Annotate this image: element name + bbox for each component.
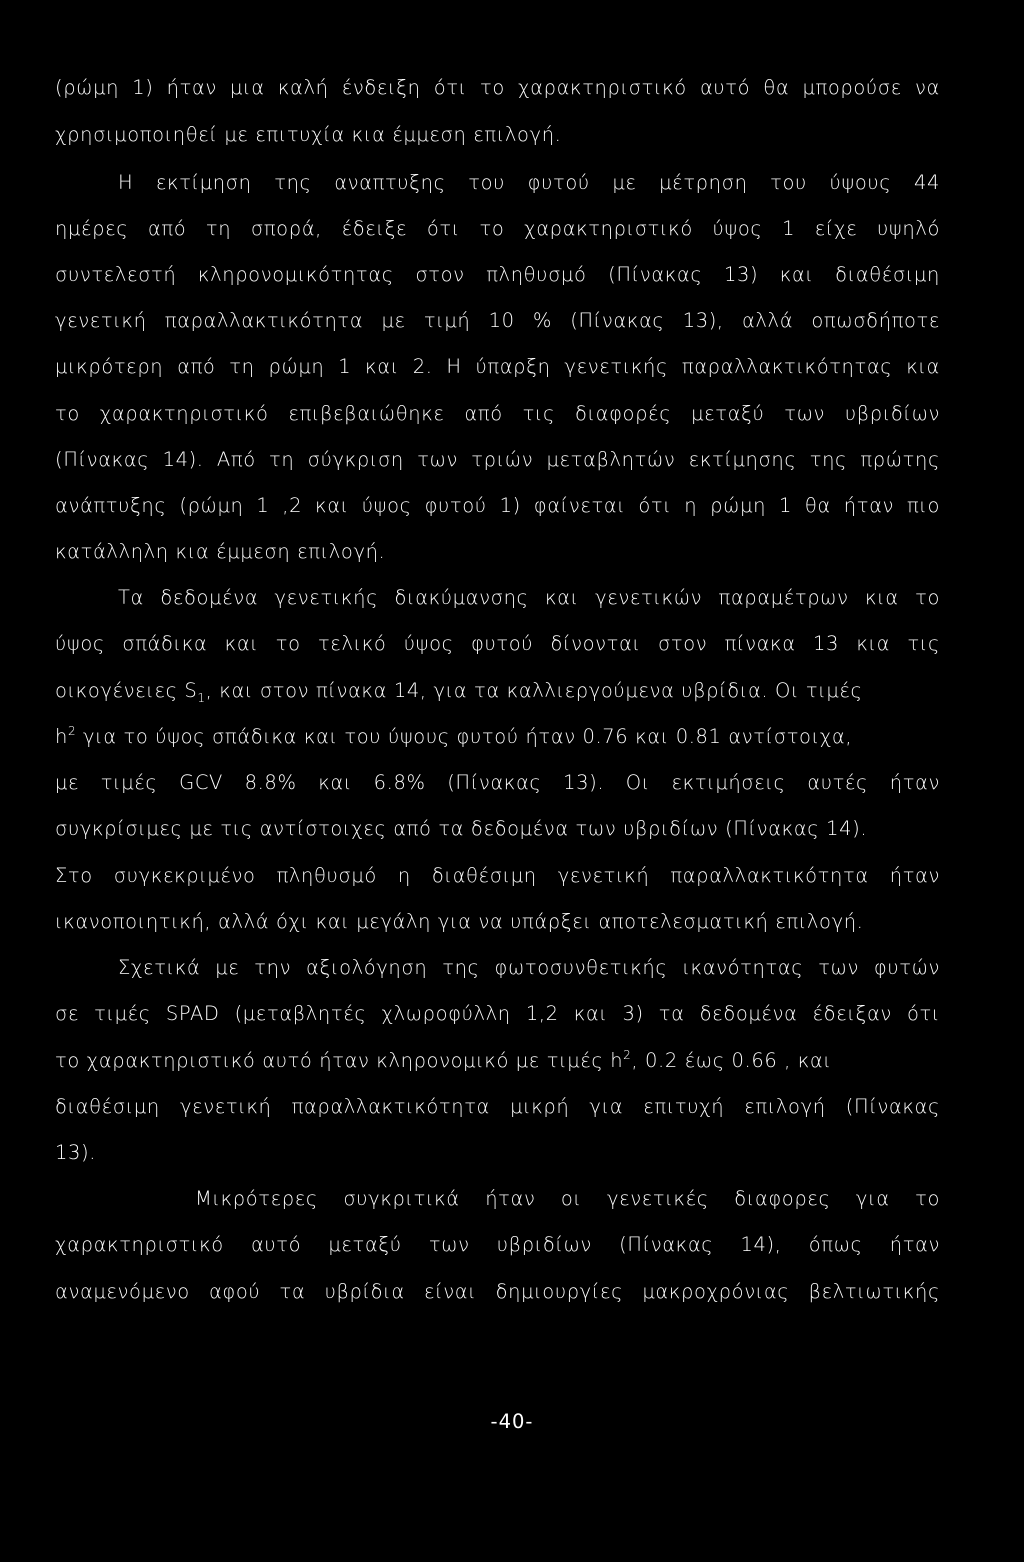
- text-line: Στο συγκεκριμένο πληθυσμό η διαθέσιμη γενετική παραλλακτικότητα ήταν: [55, 864, 940, 887]
- text-line: [55, 678, 940, 704]
- text-line: σε τιμές SPAD (μεταβλητές χλωροφύλλη 1,2 και 3) τα δεδομένα έδειξαν ότι: [55, 1002, 940, 1025]
- text-line: συγκρίσιμες με τις αντίστοιχες από τα δεδομένα των υβριδίων (Πίνακας 14).: [55, 817, 868, 840]
- text-line: [55, 724, 940, 750]
- text-line: (ρώμη 1) ήταν μια καλή ένδειξη ότι το χαρακτηριστικό αυτό θα μπορούσε να: [55, 76, 940, 99]
- text-line: [55, 1048, 940, 1074]
- text-line: Τα δεδομένα γενετικής διακύμανσης και γενετικών παραμέτρων κια το: [118, 586, 940, 609]
- text-line: 13).: [55, 1141, 97, 1164]
- text-line: με τιμές GCV 8.8% και 6.8% (Πίνακας 13). Οι εκτιμήσεις αυτές ήταν: [55, 771, 940, 794]
- text-line: χρησιμοποιηθεί με επιτυχία κια έμμεση επιλογή.: [55, 123, 562, 146]
- text-line: ημέρες από τη σπορά, έδειξε ότι το χαρακτηριστικό ύψος 1 είχε υψηλό: [55, 217, 940, 240]
- superscript: 2: [67, 724, 77, 738]
- text-line: συντελεστή κληρονομικότητας στον πληθυσμό (Πίνακας 13) και διαθέσιμη: [55, 263, 940, 286]
- superscript: 2: [623, 1048, 632, 1062]
- text-line: γενετική παραλλακτικότητα με τιμή 10 % (Πίνακας 13), αλλά οπωσδήποτε: [55, 309, 940, 332]
- text-line: το χαρακτηριστικό επιβεβαιώθηκε από τις διαφορές μεταξύ των υβριδίων: [55, 402, 940, 425]
- text-fragment: , 0.2 έως 0.66 , και: [631, 1049, 832, 1072]
- text-line: Σχετικά με την αξιολόγηση της φωτοσυνθετικής ικανότητας των φυτών: [118, 956, 940, 979]
- subscript: 1: [197, 691, 206, 705]
- text-fragment: οικογένειες S: [55, 679, 198, 702]
- text-fragment: το χαρακτηριστικό αυτό ήταν κληρονομικό με τιμές h: [55, 1049, 624, 1072]
- text-line: ανάπτυξης (ρώμη 1 ,2 και ύψος φυτού 1) φαίνεται ότι η ρώμη 1 θα ήταν πιο: [55, 494, 940, 517]
- text-line: ικανοποιητική, αλλά όχι και μεγάλη για να υπάρξει αποτελεσματική επιλογή.: [55, 910, 864, 933]
- text-line: (Πίνακας 14). Από τη σύγκριση των τριών μεταβλητών εκτίμησης της πρώτης: [55, 448, 940, 471]
- text-line: Μικρότερες συγκριτικά ήταν οι γενετικές διαφορες για το: [195, 1187, 940, 1210]
- text-line: αναμενόμενο αφού τα υβρίδια είναι δημιουργίες μακροχρόνιας βελτιωτικής: [55, 1280, 940, 1303]
- text-fragment: για το ύψος σπάδικα και του ύψους φυτού ήταν 0.76 και 0.81 αντίστοιχα,: [76, 725, 853, 748]
- text-line: μικρότερη από τη ρώμη 1 και 2. Η ύπαρξη γενετικής παραλλακτικότητας κια: [55, 355, 940, 378]
- text-line: κατάλληλη κια έμμεση επιλογή.: [55, 540, 386, 563]
- page-number: -40-: [490, 1410, 534, 1433]
- text-line: Η εκτίμηση της αναπτυξης του φυτού με μέτρηση του ύψους 44: [118, 171, 940, 194]
- text-line: διαθέσιμη γενετική παραλλακτικότητα μικρή για επιτυχή επιλογή (Πίνακας: [55, 1095, 940, 1118]
- text-line: ύψος σπάδικα και το τελικό ύψος φυτού δίνονται στον πίνακα 13 κια τις: [55, 632, 940, 655]
- text-fragment: , και στον πίνακα 14, για τα καλλιεργούμενα υβρίδια. Οι τιμές: [205, 679, 863, 702]
- text-fragment: h: [55, 725, 68, 748]
- text-line: χαρακτηριστικό αυτό μεταξύ των υβριδίων (Πίνακας 14), όπως ήταν: [55, 1233, 940, 1256]
